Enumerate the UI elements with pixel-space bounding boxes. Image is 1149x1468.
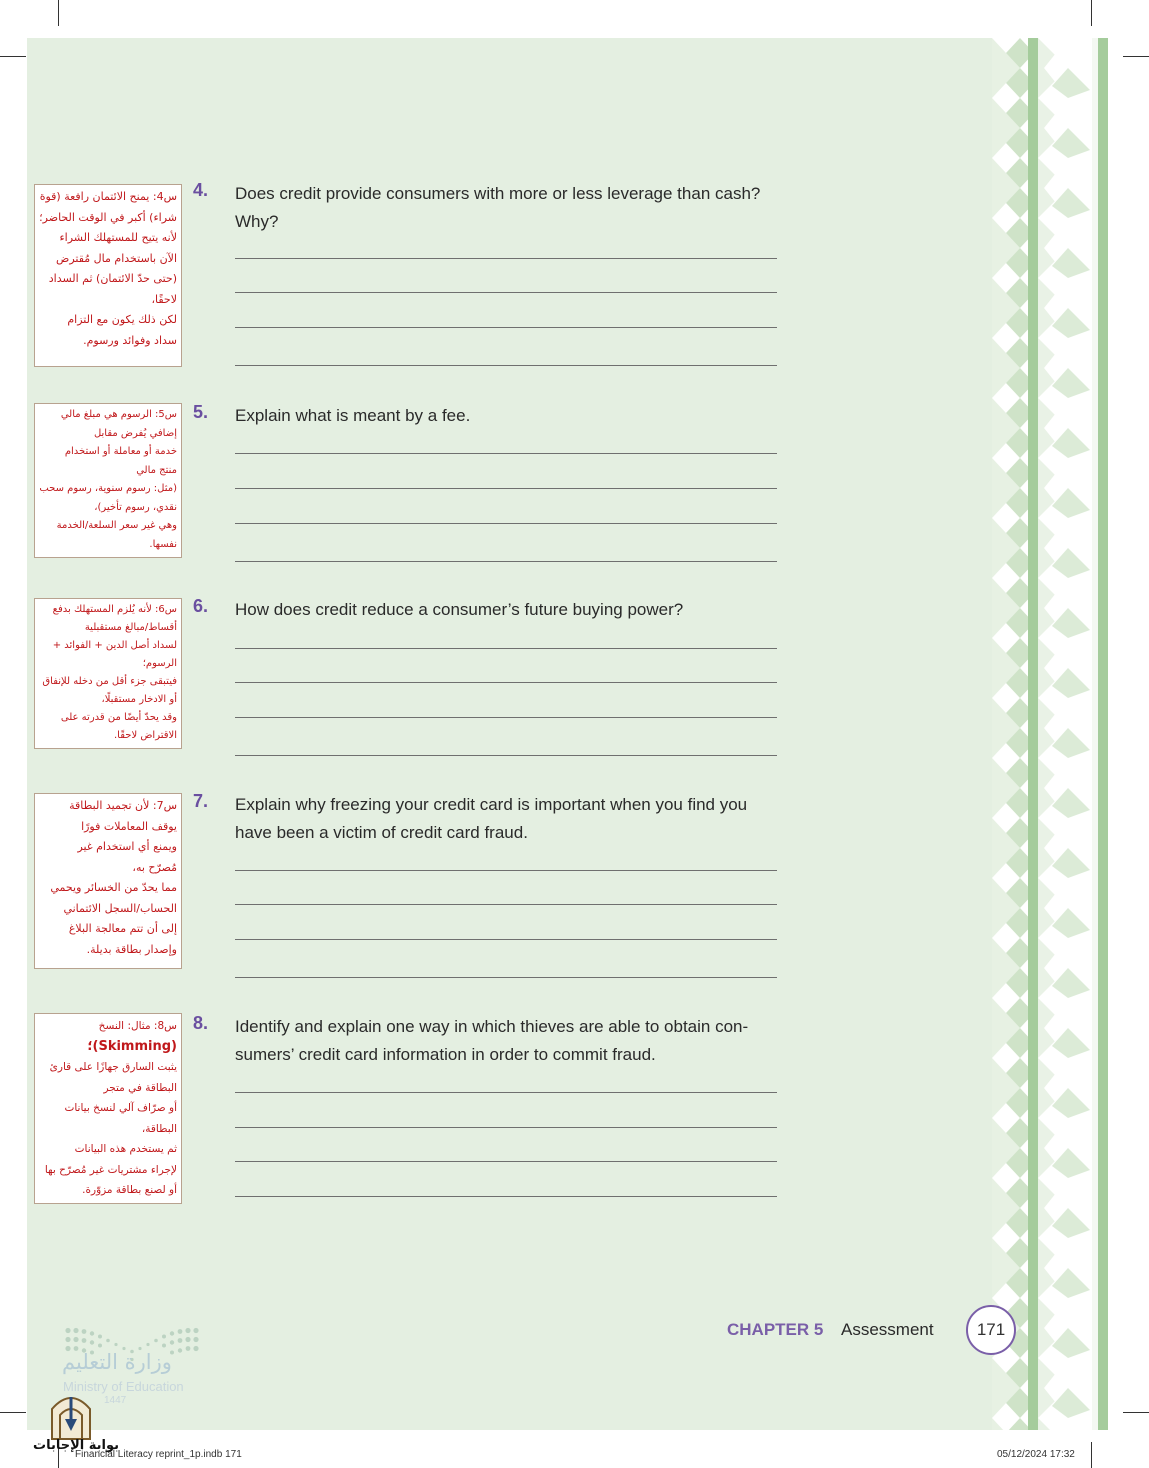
answer-note-line: يوقف المعاملات فورًا [81,819,177,833]
answer-line[interactable] [235,258,777,259]
answer-line[interactable] [235,904,777,905]
crop-mark [1091,1442,1092,1468]
ministry-year: 1447 [104,1395,127,1406]
answer-note-line: يثبت السارق جهازًا على قارئ [49,1061,177,1073]
answer-note-line: الرسوم؛ [142,658,177,669]
answer-note-line: مُصرّح به، [132,860,177,874]
answer-line[interactable] [235,1161,777,1162]
decorative-border [992,38,1110,1430]
print-slug-file: Financial Literacy reprint_1p.indb 171 [75,1449,242,1460]
crop-mark [1123,1412,1149,1413]
answer-note-line: نقدي، رسوم تأخير)، [94,501,177,513]
answer-line[interactable] [235,648,777,649]
answer-note-7 [34,793,182,969]
question-number: 4. [193,180,209,200]
answer-line[interactable] [235,561,777,562]
answer-line[interactable] [235,1127,777,1128]
answer-line[interactable] [235,717,777,718]
answer-note-line: وإصدار بطاقة بديلة. [86,942,177,956]
crop-mark [0,1412,26,1413]
answer-note-line: لسداد أصل الدين + الفوائد + [52,640,177,651]
answer-line[interactable] [235,488,777,489]
crop-mark [1123,56,1149,57]
answer-note-5 [34,403,182,558]
answer-line[interactable] [235,1196,777,1197]
answer-note-line: وهي غير سعر السلعة/الخدمة [56,520,177,531]
chapter-label: CHAPTER 5 [727,1320,824,1339]
answer-note-line: خدمة أو معاملة أو استخدام [64,446,177,457]
answer-line[interactable] [235,870,777,871]
answer-note-line: س6: لأنه يُلزم المستهلك بدفع [52,604,177,615]
mosque-icon [48,1387,94,1441]
print-slug-date: 05/12/2024 17:32 [997,1449,1075,1460]
question-number: 8. [193,1013,209,1033]
answer-note-line: البطاقة، [141,1122,177,1135]
answer-note-line: سداد وفوائد ورسوم. [83,333,177,347]
page-number-text: 171 [976,1320,1006,1339]
question-number: 5. [193,402,209,422]
question-text: Explain why freezing your credit card is important when you find you have been a victim of credit card fraud. [235,795,748,842]
answer-note-line: لأنه يتيح للمستهلك الشراء [59,231,177,244]
answer-note-line: س7: لأن تجميد البطاقة [69,799,177,812]
answer-line[interactable] [235,523,777,524]
answer-note-line: فيتبقى جزء أقل من دخله للإنفاق [42,676,177,687]
answer-line[interactable] [235,939,777,940]
ministry-name-english: Ministry of Education [63,1379,184,1394]
question-text: How does credit reduce a consumer’s future buying power? [235,600,684,619]
answer-note-line: س4: يمنح الائتمان رافعة (قوة شراء) أكبر في الوقت الحاضر؛ [39,190,177,224]
question-text: Explain what is meant by a fee. [235,406,471,425]
answer-note-line: س8: مثال: النسخ [98,1020,177,1032]
section-label: Assessment [841,1320,934,1339]
crop-mark [0,56,26,57]
ministry-name-arabic: وزارة التعليم [62,1350,172,1374]
question-text: Does credit provide consumers with more or less leverage than cash? Why? [235,184,761,231]
answer-line[interactable] [235,327,777,328]
question-number: 6. [193,596,209,616]
answer-note-line: لكن ذلك يكون مع التزام [67,313,177,326]
answer-line[interactable] [235,292,777,293]
answer-note-line: نفسها. [149,538,177,550]
answer-note-line: (مثل: رسوم سنوية، رسوم سحب [39,483,177,494]
diamond-pattern-icon [992,38,1110,1430]
answer-note-line: (Skimming)؛ [87,1038,177,1054]
answer-note-line: لاحقًا، [151,292,177,306]
answer-line[interactable] [235,682,777,683]
answer-note-line: أقساط/مبالغ مستقبلية [84,622,177,633]
answer-note-line: الآن باستخدام مال مُقترض [56,251,177,265]
site-watermark: بوابة الإجابات [33,1438,119,1453]
crop-mark [1091,0,1092,26]
answer-note-line: ثم يستخدم هذه البيانات [74,1143,177,1155]
answer-note-4 [34,184,182,367]
answer-note-line: مما يحدّ من الخسائر ويحمي [50,881,177,894]
answer-note-line: وقد يحدّ أيضًا من قدرته على [60,712,177,723]
answer-line[interactable] [235,453,777,454]
answer-note-8 [34,1013,182,1204]
answer-note-line: أو لصنع بطاقة مزوّرة. [82,1184,177,1196]
answer-note-line: أو صرّاف آلي لنسخ بيانات [64,1102,177,1114]
answer-line[interactable] [235,755,777,756]
crop-mark [58,0,59,26]
answer-note-line: ويمنع أي استخدام غير [77,840,177,853]
answer-note-line: إلى أن تتم معالجة البلاغ [68,922,177,935]
answer-note-6 [34,598,182,749]
question-number: 7. [193,791,209,811]
answer-line[interactable] [235,977,777,978]
answer-note-line: (حتى حدّ الائتمان) ثم السداد [48,272,177,285]
answer-note-line: الحساب/السجل الائتماني [63,901,177,915]
answer-note-line: أو الادخار مستقبلًا، [101,694,177,705]
answer-note-line: البطاقة في متجر [103,1081,177,1094]
answer-note-line: لإجراء مشتريات غير مُصرّح بها [44,1163,177,1176]
answer-note-line: س5: الرسوم هي مبلغ مالي [60,409,177,420]
answer-note-line: منتج مالي [136,464,177,476]
question-text: Identify and explain one way in which thieves are able to obtain con-sumers’ credit card information in order to commit fraud. [235,1017,749,1064]
answer-note-line: الاقتراض لاحقًا. [113,730,177,741]
answer-line[interactable] [235,365,777,366]
answer-line[interactable] [235,1092,777,1093]
page-number [966,1305,1016,1355]
answer-note-line: إضافي يُفرض مقابل [93,427,177,439]
